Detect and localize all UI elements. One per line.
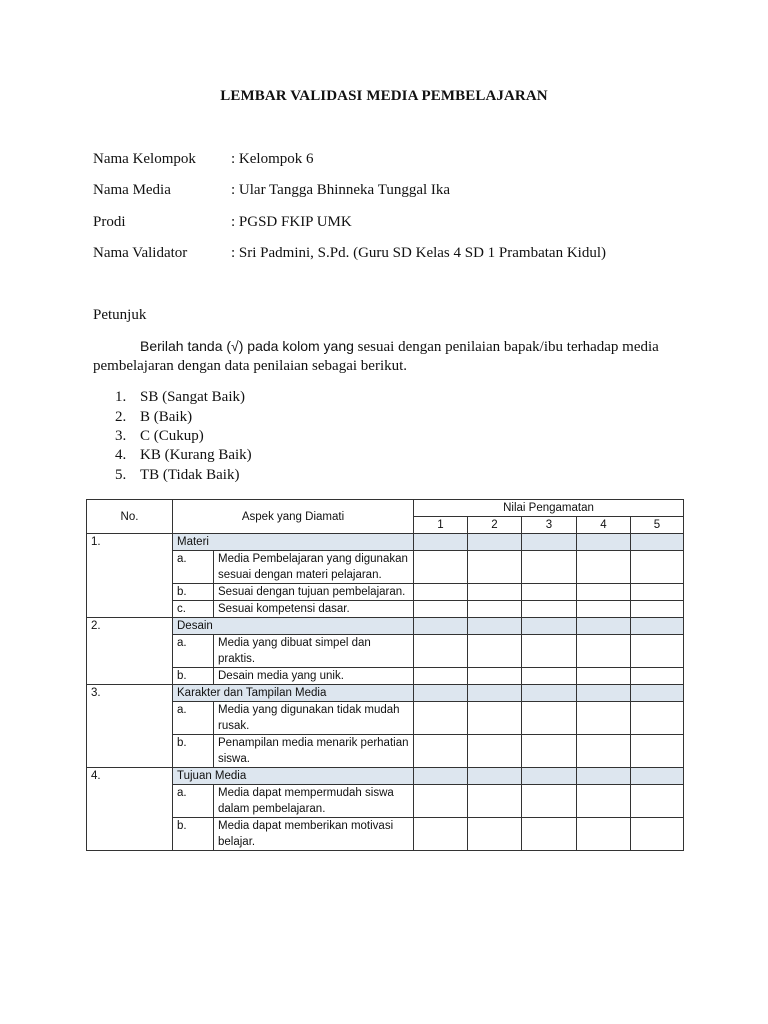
score-cell[interactable] (631, 618, 684, 635)
legend-number: 2. (115, 409, 127, 425)
score-cell[interactable] (522, 685, 577, 702)
score-cell[interactable] (468, 818, 522, 851)
category-row-desain (87, 618, 684, 635)
item-text: Media Pembelajaran yang digunakan sesuai dengan materi pelajaran. (214, 551, 414, 584)
category-name: Materi (173, 534, 414, 551)
item-letter: a. (173, 785, 214, 818)
header-aspek: Aspek yang Diamati (173, 500, 414, 534)
instruction-part-1: Berilah tanda (√) pada kolom yang (140, 338, 354, 354)
table-row (87, 635, 684, 668)
score-cell[interactable] (414, 702, 468, 735)
item-text: Media yang digunakan tidak mudah rusak. (214, 702, 414, 735)
score-cell[interactable] (414, 534, 468, 551)
info-value-nama-media: : Ular Tangga Bhinneka Tunggal Ika (231, 182, 451, 198)
score-cell[interactable] (468, 534, 522, 551)
score-cell[interactable] (577, 584, 631, 601)
item-letter: b. (173, 818, 214, 851)
category-row-tujuan (87, 768, 684, 785)
score-cell[interactable] (577, 702, 631, 735)
score-cell[interactable] (468, 735, 522, 768)
score-cell[interactable] (522, 668, 577, 685)
category-row-materi (87, 534, 684, 551)
score-cell[interactable] (631, 668, 684, 685)
score-cell[interactable] (468, 601, 522, 618)
item-text: Media dapat mempermudah siswa dalam pembelajaran. (214, 785, 414, 818)
score-cell[interactable] (631, 702, 684, 735)
header-no: No. (87, 500, 173, 534)
header-score-2: 2 (468, 517, 522, 534)
info-value-nama-kelompok: : Kelompok 6 (231, 151, 314, 167)
table-row (87, 668, 684, 685)
item-letter: b. (173, 668, 214, 685)
legend-item-c: C (Cukup) (140, 428, 204, 444)
info-label-nama-kelompok: Nama Kelompok (93, 151, 196, 167)
legend-item-sb: SB (Sangat Baik) (140, 389, 245, 405)
item-text: Sesuai kompetensi dasar. (214, 601, 414, 618)
score-cell[interactable] (522, 635, 577, 668)
score-cell[interactable] (468, 685, 522, 702)
score-cell[interactable] (631, 635, 684, 668)
item-letter: a. (173, 702, 214, 735)
legend-number: 3. (115, 428, 127, 444)
item-text: Media yang dibuat simpel dan praktis. (214, 635, 414, 668)
section-number: 4. (87, 768, 173, 851)
score-cell[interactable] (631, 685, 684, 702)
score-cell[interactable] (631, 551, 684, 584)
score-cell[interactable] (577, 551, 631, 584)
score-cell[interactable] (468, 551, 522, 584)
category-row-karakter (87, 685, 684, 702)
score-cell[interactable] (522, 601, 577, 618)
score-cell[interactable] (577, 534, 631, 551)
instruction-line-1 (140, 339, 659, 355)
score-cell[interactable] (631, 534, 684, 551)
score-cell[interactable] (468, 785, 522, 818)
score-cell[interactable] (577, 618, 631, 635)
score-cell[interactable] (577, 785, 631, 818)
score-cell[interactable] (414, 768, 468, 785)
info-value-nama-validator: : Sri Padmini, S.Pd. (Guru SD Kelas 4 SD 1 Prambatan Kidul) (231, 245, 606, 261)
score-cell[interactable] (577, 635, 631, 668)
score-cell[interactable] (522, 551, 577, 584)
score-cell[interactable] (631, 735, 684, 768)
score-cell[interactable] (468, 668, 522, 685)
score-cell[interactable] (631, 584, 684, 601)
score-cell[interactable] (522, 818, 577, 851)
score-cell[interactable] (577, 685, 631, 702)
score-cell[interactable] (577, 668, 631, 685)
document-title: LEMBAR VALIDASI MEDIA PEMBELAJARAN (220, 88, 548, 104)
score-cell[interactable] (522, 702, 577, 735)
table-row (87, 551, 684, 584)
table-row (87, 601, 684, 618)
info-label-nama-validator: Nama Validator (93, 245, 188, 261)
item-letter: b. (173, 735, 214, 768)
item-letter: b. (173, 584, 214, 601)
legend-item-b: B (Baik) (140, 409, 193, 425)
score-cell[interactable] (631, 785, 684, 818)
score-cell[interactable] (468, 768, 522, 785)
score-cell[interactable] (468, 618, 522, 635)
instruction-part-2: sesuai dengan penilaian bapak/ibu terhadap media (353, 339, 659, 355)
header-score-3: 3 (522, 517, 577, 534)
score-cell[interactable] (414, 785, 468, 818)
item-text: Media dapat memberikan motivasi belajar. (214, 818, 414, 851)
score-cell[interactable] (631, 768, 684, 785)
category-name: Desain (173, 618, 414, 635)
score-cell[interactable] (414, 584, 468, 601)
score-cell[interactable] (414, 635, 468, 668)
score-cell[interactable] (577, 768, 631, 785)
score-cell[interactable] (414, 735, 468, 768)
score-cell[interactable] (577, 818, 631, 851)
header-score-5: 5 (631, 517, 684, 534)
legend-number: 1. (115, 389, 127, 405)
item-text: Penampilan media menarik perhatian siswa. (214, 735, 414, 768)
header-score-1: 1 (414, 517, 468, 534)
score-cell[interactable] (631, 601, 684, 618)
section-number: 3. (87, 685, 173, 768)
table-row (87, 785, 684, 818)
legend-item-tb: TB (Tidak Baik) (140, 467, 240, 483)
table-row (87, 735, 684, 768)
score-cell[interactable] (522, 735, 577, 768)
score-cell[interactable] (522, 534, 577, 551)
score-cell[interactable] (468, 702, 522, 735)
score-cell[interactable] (577, 735, 631, 768)
score-cell[interactable] (414, 668, 468, 685)
score-cell[interactable] (522, 785, 577, 818)
category-name: Karakter dan Tampilan Media (173, 685, 414, 702)
legend-number: 5. (115, 467, 127, 483)
info-label-nama-media: Nama Media (93, 182, 171, 198)
score-cell[interactable] (414, 601, 468, 618)
table-row (87, 584, 684, 601)
score-cell[interactable] (522, 768, 577, 785)
legend-item-kb: KB (Kurang Baik) (140, 447, 252, 463)
validation-table (86, 499, 684, 851)
item-letter: c. (173, 601, 214, 618)
info-label-prodi: Prodi (93, 214, 126, 230)
item-letter: a. (173, 635, 214, 668)
score-cell[interactable] (577, 601, 631, 618)
score-cell[interactable] (468, 584, 522, 601)
instruction-line-2: pembelajaran dengan data penilaian sebagai berikut. (93, 358, 408, 374)
info-value-prodi: : PGSD FKIP UMK (231, 214, 352, 230)
header-nilai-pengamatan: Nilai Pengamatan (414, 500, 684, 517)
table-row (87, 702, 684, 735)
score-cell[interactable] (414, 618, 468, 635)
header-score-4: 4 (577, 517, 631, 534)
item-text: Desain media yang unik. (214, 668, 414, 685)
section-heading-petunjuk: Petunjuk (93, 307, 147, 323)
table-row (87, 818, 684, 851)
score-cell[interactable] (414, 818, 468, 851)
section-number: 2. (87, 618, 173, 685)
score-cell[interactable] (414, 685, 468, 702)
score-cell[interactable] (522, 584, 577, 601)
section-number: 1. (87, 534, 173, 618)
category-name: Tujuan Media (173, 768, 414, 785)
score-cell[interactable] (522, 618, 577, 635)
score-cell[interactable] (468, 635, 522, 668)
score-cell[interactable] (631, 818, 684, 851)
score-cell[interactable] (414, 551, 468, 584)
item-text: Sesuai dengan tujuan pembelajaran. (214, 584, 414, 601)
legend-number: 4. (115, 447, 127, 463)
item-letter: a. (173, 551, 214, 584)
